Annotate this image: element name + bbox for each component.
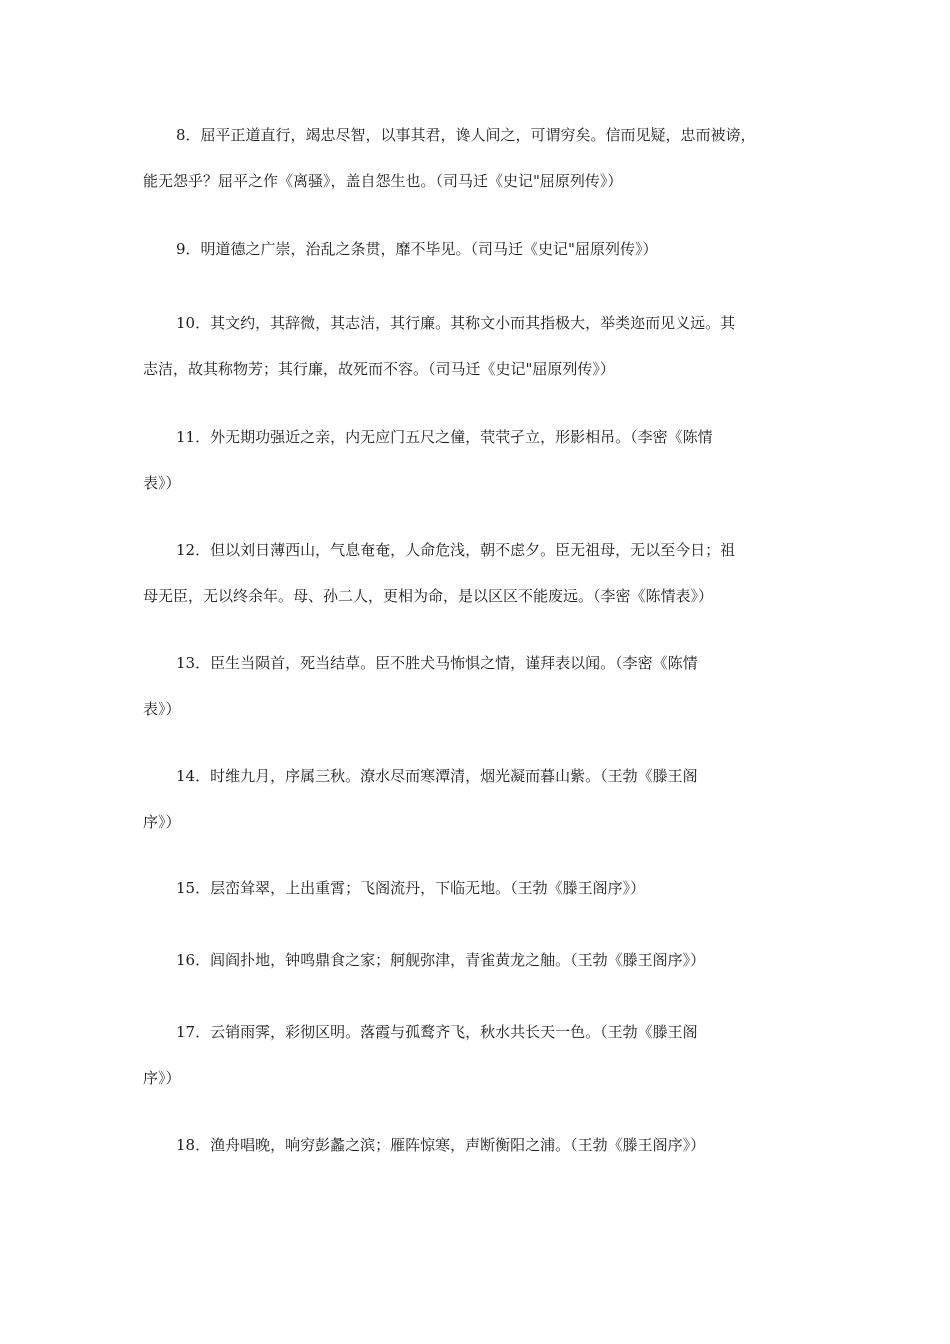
passage-18: [143, 1134, 833, 1156]
passage-15: [143, 877, 833, 899]
passage-line: 序》）: [143, 1069, 181, 1087]
passage-line: 16．闾阎扑地，钟鸣鼎食之家；舸舰弥津，青雀黄龙之舳。（王勃《滕王阁序》）: [176, 951, 706, 969]
passage-14: [143, 765, 833, 833]
passage-line: 能无怨乎？屈平之作《离骚》，盖自怨生也。（司马迁《史记"屈原列传》）: [143, 172, 623, 190]
passage-line: 9．明道德之广崇，治乱之条贯，靡不毕见。（司马迁《史记"屈原列传》）: [176, 240, 658, 258]
passage-line: 母无臣，无以终余年。母、孙二人，更相为命，是以区区不能废远。（李密《陈情表》）: [143, 587, 714, 605]
passage-line: 11．外无期功强近之亲，内无应门五尺之僮，茕茕孑立，形影相吊。（李密《陈情: [176, 428, 713, 446]
passage-line: 8．屈平正道直行，竭忠尽智，以事其君，谗人间之，可谓穷矣。信而见疑，忠而被谤，: [176, 126, 756, 144]
passage-line: 10．其文约，其辞微，其志洁，其行廉。其称文小而其指极大，举类迩而见义远。其: [176, 314, 736, 332]
passage-16: [143, 949, 833, 971]
passage-11: [143, 426, 833, 494]
passage-10: [143, 312, 833, 380]
passage-line: 15．层峦耸翠，上出重霄；飞阁流丹，下临无地。（王勃《滕王阁序》）: [176, 879, 646, 897]
passage-17: [143, 1021, 833, 1089]
passage-13: [143, 652, 833, 720]
passage-line: 17．云销雨霁，彩彻区明。落霞与孤鹜齐飞，秋水共长天一色。（王勃《滕王阁: [176, 1023, 698, 1041]
passage-line: 14．时维九月，序属三秋。潦水尽而寒潭清，烟光凝而暮山紫。（王勃《滕王阁: [176, 767, 698, 785]
passage-line: 18．渔舟唱晚，响穷彭蠡之滨；雁阵惊寒，声断衡阳之浦。（王勃《滕王阁序》）: [176, 1136, 706, 1154]
passage-12: [143, 539, 833, 607]
passage-line: 12．但以刘日薄西山，气息奄奄，人命危浅，朝不虑夕。臣无祖母，无以至今日；祖: [176, 541, 736, 559]
passage-line: 志洁，故其称物芳；其行廉，故死而不容。（司马迁《史记"屈原列传》）: [143, 360, 615, 378]
passage-9: [143, 238, 833, 260]
passage-line: 13．臣生当陨首，死当结草。臣不胜犬马怖惧之情，谨拜表以闻。（李密《陈情: [176, 654, 698, 672]
passage-line: 表》）: [143, 700, 181, 718]
passage-line: 表》）: [143, 474, 181, 492]
passage-line: 序》）: [143, 813, 181, 831]
passage-8: [143, 124, 833, 192]
